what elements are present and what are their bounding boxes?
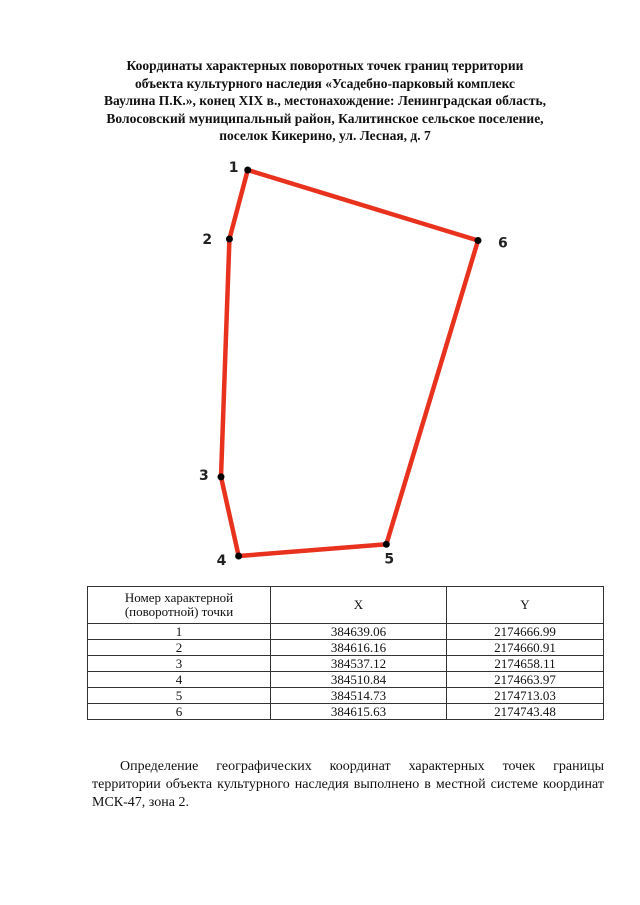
cell-point-number: 2 <box>88 640 271 656</box>
coordinate-system-note: Определение географических координат характерных точек границы территории объекта культурного наследия выполнено в местной системе координат МСК-47, зона 2. <box>92 759 604 810</box>
table-row <box>88 656 604 672</box>
header-y: Y <box>447 587 604 624</box>
cell-point-number: 1 <box>88 624 271 640</box>
cell-point-number: 4 <box>88 672 271 688</box>
table-row <box>88 672 604 688</box>
table-row <box>88 704 604 720</box>
cell-point-number: 5 <box>88 688 271 704</box>
point-label-3: 3 <box>199 467 209 484</box>
cell-y: 2174658.11 <box>447 656 604 672</box>
cell-x: 384616.16 <box>271 640 447 656</box>
cell-point-number: 3 <box>88 656 271 672</box>
title-line: Координаты характерных поворотных точек границ территории <box>126 58 524 73</box>
point-label-1: 1 <box>228 160 239 176</box>
table-row <box>88 688 604 704</box>
coordinates-table <box>87 586 604 720</box>
cell-point-number: 6 <box>88 704 271 720</box>
boundary-point-5 <box>383 541 390 548</box>
table-row <box>88 640 604 656</box>
cell-x: 384615.63 <box>271 704 447 720</box>
cell-x: 384510.84 <box>271 672 447 688</box>
cell-x: 384537.12 <box>271 656 447 672</box>
table-header-row <box>88 587 604 624</box>
title-line: Ваулина П.К.», конец XIX в., местонахождение: Ленинградская область, <box>104 93 546 108</box>
point-label-5: 5 <box>384 551 395 568</box>
boundary-point-2 <box>226 235 233 242</box>
title-line: поселок Кикерино, ул. Лесная, д. 7 <box>219 128 431 143</box>
title-line: объекта культурного наследия «Усадебно-парковый комплекс <box>134 75 516 91</box>
header-point-number: Номер характерной (поворотной) точки <box>88 587 271 624</box>
cell-x: 384639.06 <box>271 624 447 640</box>
cell-x: 384514.73 <box>271 688 447 704</box>
header-x: X <box>271 587 447 624</box>
point-label-4: 4 <box>216 553 227 569</box>
boundary-point-6 <box>475 237 482 244</box>
boundary-point-4 <box>235 553 242 560</box>
table-row <box>88 624 604 640</box>
title-line: Волосовский муниципальный район, Калитинское сельское поселение, <box>106 110 544 126</box>
cell-y: 2174663.97 <box>447 672 604 688</box>
boundary-point-1 <box>244 167 251 174</box>
cell-y: 2174743.48 <box>447 704 604 720</box>
point-label-2: 2 <box>202 231 213 248</box>
cell-y: 2174666.99 <box>447 624 604 640</box>
cell-y: 2174660.91 <box>447 640 604 656</box>
point-label-6: 6 <box>498 235 508 252</box>
cell-y: 2174713.03 <box>447 688 604 704</box>
boundary-point-3 <box>218 473 225 480</box>
boundary-line <box>221 170 478 556</box>
